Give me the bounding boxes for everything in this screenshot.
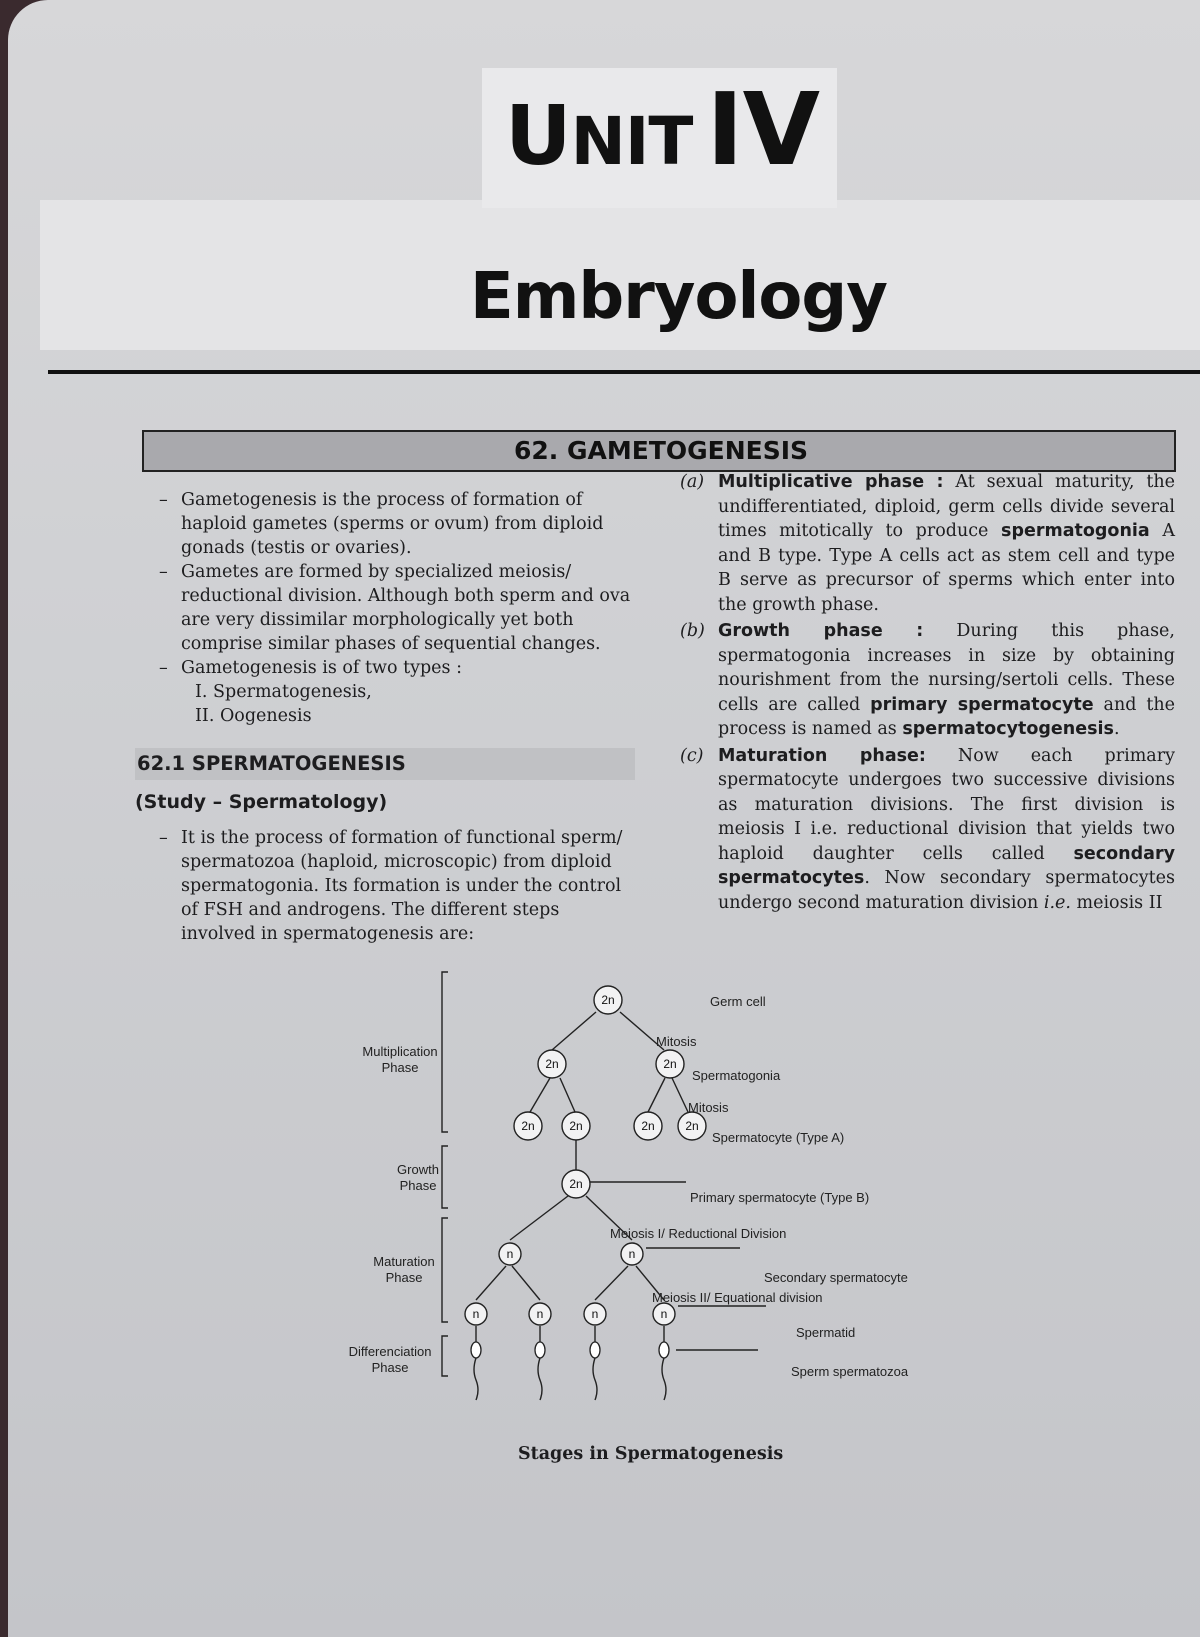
right-column — [680, 470, 1175, 917]
phase-text: meiosis II — [1070, 892, 1163, 913]
multiplication-phase-label: Phase — [381, 1060, 419, 1075]
diagram-caption: Stages in Spermatogenesis — [518, 1444, 784, 1464]
branch-line — [560, 1078, 575, 1112]
growth-bracket — [442, 1146, 448, 1208]
growth-phase-label: Growth — [397, 1162, 439, 1177]
primary-spermatocyte-label: Primary spermatocyte (Type B) — [690, 1190, 870, 1205]
phase-keyword: secondary spermatocytes — [718, 843, 1175, 888]
bullet-definition: – Gametogenesis is the process of formation of haploid gametes (sperms or ovum) from diploid gonads (testis or ovaries). — [135, 488, 635, 560]
cell-ploidy-label: 2n — [521, 1119, 535, 1133]
unit-letters: NIT — [570, 103, 693, 180]
spermatogonia-label: Spermatogonia — [692, 1068, 781, 1083]
bullet-types: – Gametogenesis is of two types : — [135, 656, 635, 680]
branch-line — [476, 1266, 506, 1300]
sperm-tail — [474, 1358, 478, 1400]
meiosis-two-label: Meiosis II/ Equational division — [652, 1290, 823, 1305]
spermatogenesis-bullet-list — [135, 826, 635, 946]
phase-keyword: primary spermatocyte — [870, 694, 1094, 715]
bullet-spermatogenesis-definition: – It is the process of formation of functional sperm/ spermatozoa (haploid, microscopic) from diploid spermatogonia. Its formation is under the control of FSH and androgens. The different steps involved in spermatogenesis are: — [135, 826, 635, 946]
phase-abbrev: i.e. — [1043, 892, 1071, 913]
sperm-head — [590, 1342, 600, 1358]
growth-phase-label: Phase — [399, 1178, 437, 1193]
sperm-tail — [662, 1358, 666, 1400]
multiplication-phase-label: Multiplication — [362, 1044, 438, 1059]
cell-ploidy-label: 2n — [601, 993, 615, 1007]
cell-ploidy-label: 2n — [641, 1119, 655, 1133]
cell-ploidy-label: 2n — [545, 1057, 559, 1071]
sperm-head — [535, 1342, 545, 1358]
spermatid-label: Spermatid — [796, 1325, 856, 1340]
meiosis-one-label: Meiosis I/ Reductional Division — [610, 1226, 787, 1241]
cell-ploidy-label: 2n — [663, 1057, 677, 1071]
branch-line — [510, 1196, 568, 1240]
phase-text: During this phase, spermatogonia increases in size by obtaining nourishment from the nursing/sertoli cells. These cells are called — [718, 621, 1175, 715]
unit-letter: U — [505, 89, 571, 184]
phase-title: Maturation phase: — [718, 745, 926, 766]
section-heading-bar — [142, 430, 1176, 472]
sperm-head — [471, 1342, 481, 1358]
differentiation-phase-label: Differenciation — [348, 1344, 432, 1359]
types-list — [135, 680, 635, 728]
cell-ploidy-label: n — [660, 1307, 668, 1321]
phase-text: A and B type. Type A cells act as stem cell and type B serve as precursor of sperms which enter into the growth phase. — [718, 521, 1175, 615]
phase-title: Growth phase : — [718, 621, 924, 641]
branch-line — [672, 1078, 688, 1112]
germ-cell-label: Germ cell — [710, 994, 766, 1009]
sperm-label: Sperm spermatozoa — [791, 1364, 909, 1379]
cell-ploidy-label: n — [628, 1247, 636, 1261]
phase-multiplicative — [680, 470, 1175, 617]
branch-line — [530, 1078, 550, 1112]
secondary-spermatocyte-label: Secondary spermatocyte — [764, 1270, 908, 1285]
study-label: (Study – Spermatology) — [135, 791, 388, 813]
phase-label: (a) — [680, 472, 705, 492]
phase-text: At sexual maturity, the undifferentiated, diploid, germ cells divide several times mitotically to produce — [718, 472, 1175, 541]
differentiation-bracket — [442, 1336, 448, 1376]
spermatocyte-type-a-label: Spermatocyte (Type A) — [712, 1130, 845, 1145]
branch-line — [648, 1078, 665, 1112]
unit-title — [505, 71, 820, 188]
intro-bullet-list — [135, 488, 635, 680]
phase-label: (c) — [680, 745, 704, 766]
mitosis-label: Mitosis — [688, 1100, 729, 1115]
cell-ploidy-label: 2n — [569, 1177, 583, 1191]
phase-maturation — [680, 744, 1175, 916]
phase-text: . Now secondary spermatocytes undergo second maturation division — [718, 868, 1175, 913]
cell-ploidy-label: n — [591, 1307, 599, 1321]
cell-ploidy-label: n — [472, 1307, 480, 1321]
sperm-tail — [538, 1358, 542, 1400]
phase-keyword: spermatogonia — [1001, 521, 1150, 541]
maturation-phase-label: Maturation — [373, 1254, 435, 1269]
branch-line — [512, 1266, 540, 1300]
phase-keyword: spermatocytogenesis — [902, 719, 1114, 739]
branch-line — [552, 1012, 596, 1050]
header-rule — [48, 370, 1200, 374]
maturation-bracket — [442, 1218, 448, 1322]
cell-ploidy-label: n — [506, 1247, 514, 1261]
phase-text: Now each primary spermatocyte undergoes two successive divisions as maturation divisions. The first division is meiosis I i.e. reductional division that yields two haploid daughter cells called — [718, 745, 1175, 864]
cell-ploidy-label: 2n — [569, 1119, 583, 1133]
mitosis-label: Mitosis — [656, 1034, 697, 1049]
unit-number: IV — [706, 71, 820, 188]
left-column — [135, 488, 635, 946]
bullet-formation: – Gametes are formed by specialized meiosis/ reductional division. Although both sperm and ova are very dissimilar morphologically yet both comprise similar phases of sequential changes. — [135, 560, 635, 656]
type-oogenesis: II. Oogenesis — [195, 706, 312, 726]
cell-ploidy-label: 2n — [685, 1119, 699, 1133]
cell-ploidy-label: n — [536, 1307, 544, 1321]
phase-text: and the process is named as — [718, 694, 1175, 739]
phase-growth — [680, 619, 1175, 742]
spermatogenesis-diagram — [330, 960, 950, 1430]
sperm-tail — [593, 1358, 597, 1400]
differentiation-phase-label: Phase — [371, 1360, 409, 1375]
multiplication-bracket — [442, 972, 448, 1132]
sperm-head — [659, 1342, 669, 1358]
branch-line — [595, 1266, 628, 1300]
phase-text: . — [1113, 719, 1120, 739]
subsection-title: 62.1 SPERMATOGENESIS — [135, 748, 635, 780]
chapter-title: Embryology — [470, 260, 887, 334]
type-spermatogenesis: I. Spermatogenesis, — [195, 682, 372, 702]
section-title: 62. GAMETOGENESIS — [514, 436, 809, 465]
phase-label: (b) — [680, 621, 705, 641]
phase-title: Multiplicative phase : — [718, 472, 944, 492]
maturation-phase-label: Phase — [385, 1270, 423, 1285]
